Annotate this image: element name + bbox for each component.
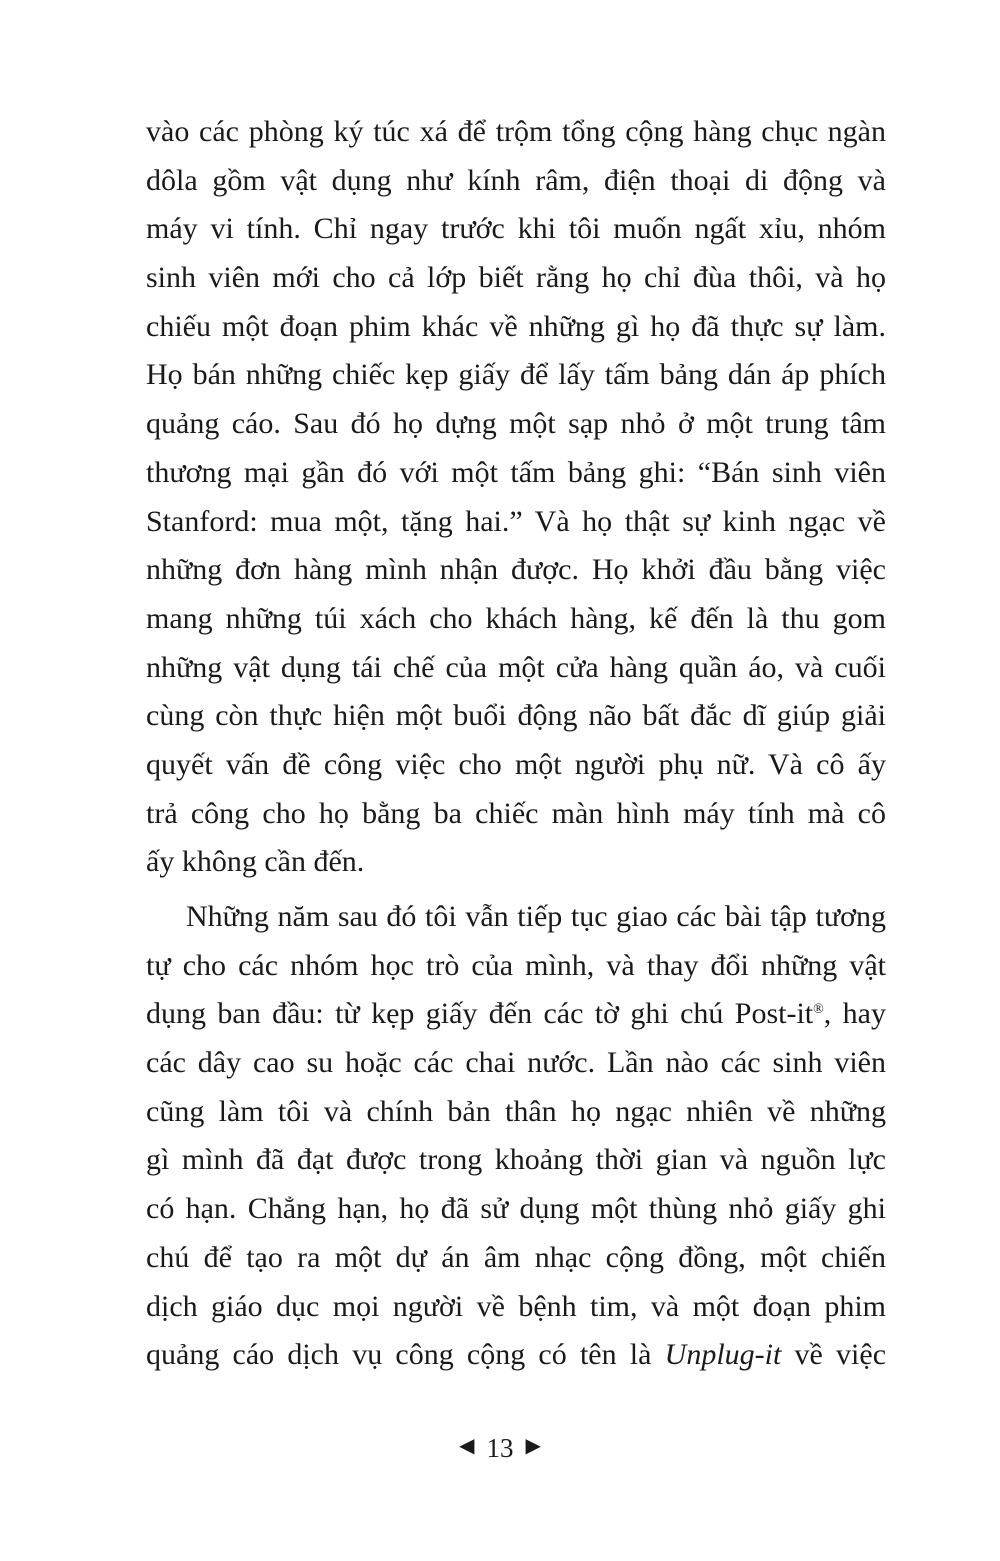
text-line (146, 1331, 886, 1380)
text-line: dịch giáo dục mọi người về bệnh tim, và một đoạn phim (146, 1289, 886, 1323)
text-line: quảng cáo. Sau đó họ dựng một sạp nhỏ ở một trung tâm (146, 407, 886, 441)
paragraph-1 (146, 108, 886, 887)
body-text (146, 108, 886, 1380)
text-line: chiếu một đoạn phim khác về những gì họ đã thực sự làm. (146, 309, 886, 343)
text-line: tự cho các nhóm học trò của mình, và thay đổi những vật (146, 948, 886, 982)
text-line: những vật dụng tái chế của một cửa hàng quần áo, và cuối (146, 650, 886, 684)
text-line: vào các phòng ký túc xá để trộm tổng cộng hàng chục ngàn (146, 115, 886, 148)
text-line: Những năm sau đó tôi vẫn tiếp tục giao các bài tập tương (186, 900, 886, 933)
text-line: cùng còn thực hiện một buổi động não bất đắc dĩ giúp giải (146, 699, 886, 733)
registered-mark: ® (813, 1002, 824, 1018)
text-line: Stanford: mua một, tặng hai.” Và họ thật sự kinh ngạc về (146, 504, 886, 538)
text-line: chú để tạo ra một dự án âm nhạc cộng đồng, một chiến (146, 1240, 886, 1274)
text-line: cũng làm tôi và chính bản thân họ ngạc nhiên về những (146, 1094, 886, 1128)
text-segment: về việc (781, 1338, 887, 1372)
text-line: những đơn hàng mình nhận được. Họ khởi đầu bằng việc (146, 553, 886, 587)
right-arrow-icon: ▶ (525, 1434, 541, 1457)
text-line (146, 990, 886, 1039)
text-segment: dụng ban đầu: từ kẹp giấy đến các tờ ghi chú Post-it (146, 997, 814, 1031)
text-line: dôla gồm vật dụng như kính râm, điện thoại di động và (146, 163, 886, 197)
text-line: có hạn. Chẳng hạn, họ đã sử dụng một thùng nhỏ giấy ghi (146, 1192, 886, 1226)
text-line: mang những túi xách cho khách hàng, kế đến là thu gom (146, 601, 886, 635)
text-line: quyết vấn đề công việc cho một người phụ nữ. Và cô ấy (146, 747, 886, 781)
text-line: trả công cho họ bằng ba chiếc màn hình máy tính mà cô (146, 796, 886, 830)
text-line: ấy không cần đến. (146, 845, 365, 879)
text-line: máy vi tính. Chỉ ngay trước khi tôi muốn ngất xỉu, nhóm (146, 212, 886, 246)
text-line: Họ bán những chiếc kẹp giấy để lấy tấm bảng dán áp phích (146, 358, 886, 392)
page-number: 13 (486, 1432, 514, 1463)
page-number-footer (0, 1430, 1000, 1463)
text-line: các dây cao su hoặc các chai nước. Lần nào các sinh viên (146, 1046, 886, 1080)
italic-title: Unplug-it (664, 1338, 782, 1372)
text-line: sinh viên mới cho cả lớp biết rằng họ chỉ đùa thôi, và họ (146, 261, 886, 295)
left-arrow-icon: ◀ (459, 1434, 475, 1457)
text-segment: quảng cáo dịch vụ công cộng có tên là (146, 1338, 665, 1372)
text-line: gì mình đã đạt được trong khoảng thời gian và nguồn lực (146, 1143, 886, 1177)
text-line: thương mại gần đó với một tấm bảng ghi: “Bán sinh viên (146, 455, 886, 489)
paragraph-2 (146, 893, 886, 1380)
text-segment: , hay (823, 997, 886, 1031)
